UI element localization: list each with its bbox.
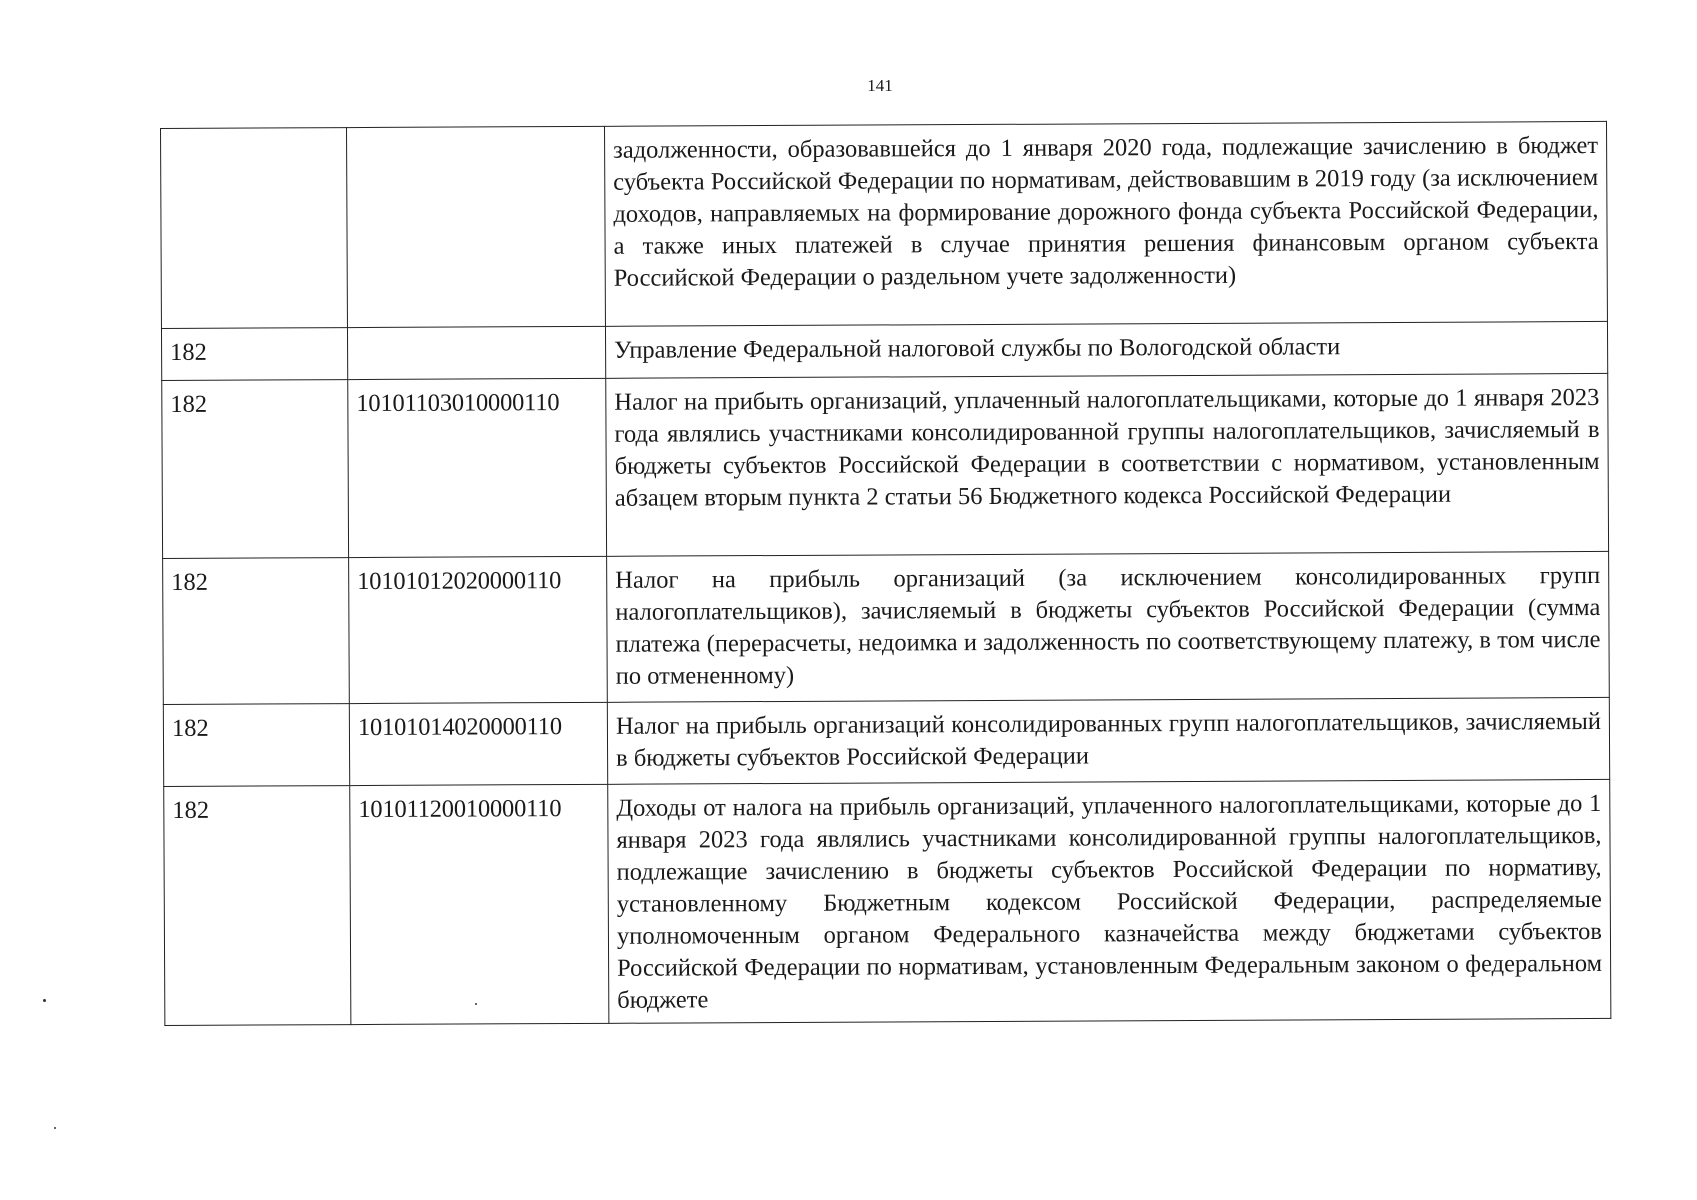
kbk-code-cell: 10101120010000110 bbox=[350, 784, 609, 1024]
admin-code-cell: 182 bbox=[163, 558, 350, 705]
table-row bbox=[164, 779, 1611, 1025]
admin-code-cell: 182 bbox=[163, 704, 349, 787]
kbk-code-cell: 10101012020000110 bbox=[349, 556, 608, 703]
kbk-code-cell bbox=[347, 326, 605, 379]
kbk-code-cell bbox=[347, 126, 606, 327]
scan-speck bbox=[475, 1003, 477, 1005]
page-number: 141 bbox=[867, 76, 893, 95]
description-cell: Налог на прибыть организаций, уплаченный налогоплательщиками, которые до 1 января 2023 года являлись участниками консолидированной группы налогоплательщиков, зачисляемый в бюджеты субъектов Российской Федерации в соответствии с нормативом, установленным абзацем вторым пункта 2 статьи 56 Бюджетного кодекса Российской Федерации bbox=[606, 373, 1609, 556]
description-cell: Доходы от налога на прибыль организаций, уплаченного налогоплательщиками, которые до 1 января 2023 года являлись участниками консолидированной группы налогоплательщиков, подлежащие зачислению в бюджеты субъектов Российской Федерации по нормативу, установленному Бюджетным кодексом Российской Федерации, распределяемые уполномоченным органом Федерального казначейства между бюджетами субъектов Российской Федерации по нормативам, установленным Федеральным законом о федеральном бюджете bbox=[608, 779, 1611, 1023]
description-cell: Налог на прибыль организаций консолидированных групп налогоплательщиков, зачисляемый в бюджеты субъектов Российской Федерации bbox=[607, 697, 1609, 784]
admin-code-cell bbox=[161, 128, 348, 329]
scan-speck bbox=[43, 999, 46, 1002]
revenue-code-table bbox=[160, 121, 1611, 1026]
kbk-code-cell: 10101014020000110 bbox=[349, 702, 607, 785]
table-row bbox=[162, 373, 1609, 558]
description-cell: Налог на прибыль организаций (за исключением консолидированных групп налогоплательщиков), зачисляемый в бюджеты субъектов Российской Федерации (сумма платежа (перерасчеты, недоимка и задолженность по соответствующему платежу, в том числе по отмененному) bbox=[607, 551, 1610, 702]
table-row bbox=[161, 321, 1607, 380]
kbk-code-cell: 10101103010000110 bbox=[348, 378, 607, 557]
table-row bbox=[161, 121, 1608, 328]
scan-speck bbox=[54, 1127, 56, 1129]
table-row bbox=[163, 697, 1609, 786]
description-cell: задолженности, образовавшейся до 1 января 2020 года, подлежащие зачислению в бюджет субъекта Российской Федерации по нормативам, действовавшим в 2019 году (за исключением доходов, направляемых на формирование дорожного фонда субъекта Российской Федерации, а также иных платежей в случае принятия решения финансовым органом субъекта Российской Федерации о раздельном учете задолженности) bbox=[604, 121, 1607, 326]
admin-code-cell: 182 bbox=[161, 328, 347, 381]
description-cell: Управление Федеральной налоговой службы по Вологодской области bbox=[605, 321, 1607, 378]
admin-code-cell: 182 bbox=[162, 380, 349, 559]
admin-code-cell: 182 bbox=[164, 786, 351, 1026]
table-row bbox=[163, 551, 1610, 704]
